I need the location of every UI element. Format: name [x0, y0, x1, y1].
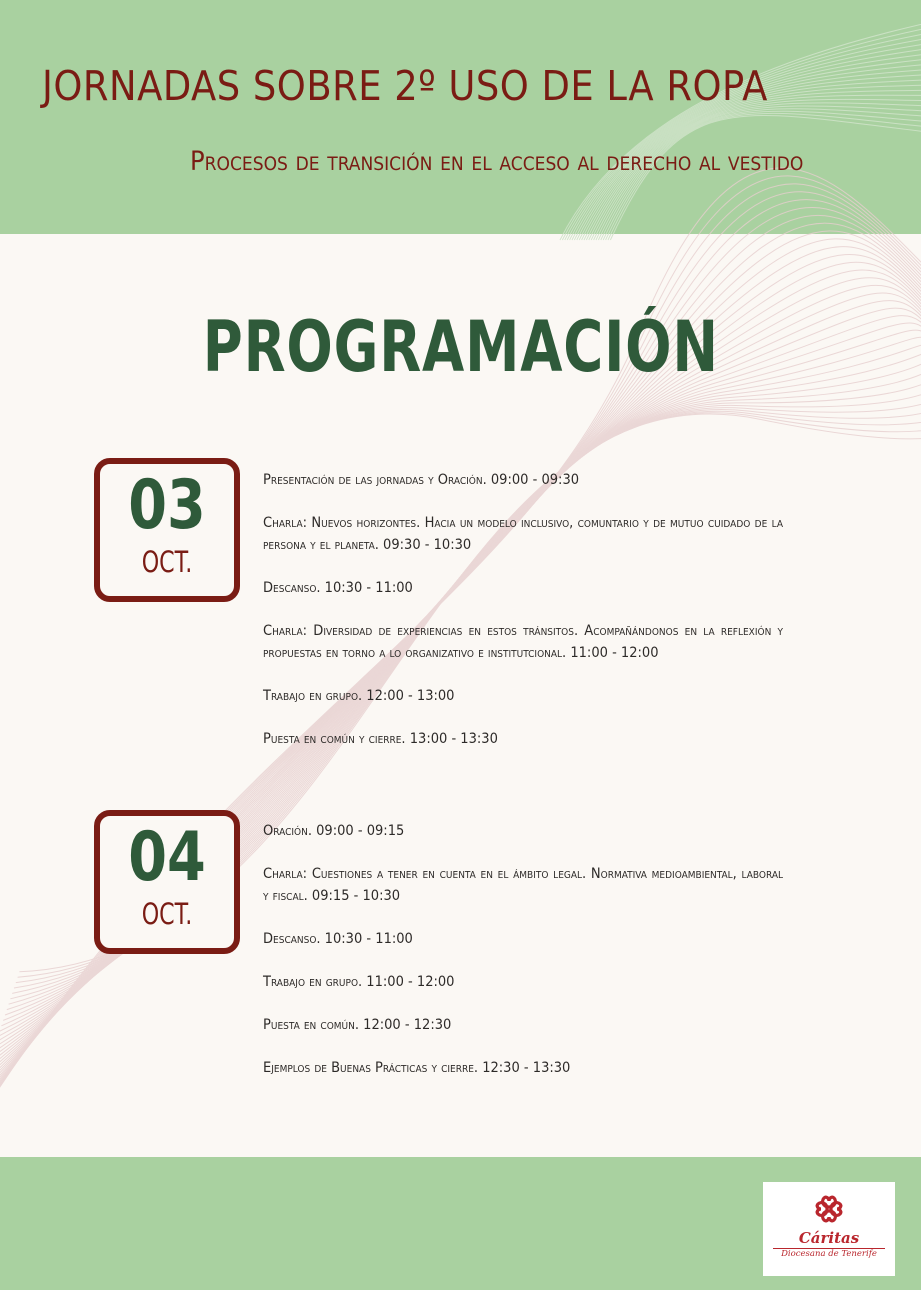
event-title: JORNADAS SOBRE 2º USO DE LA ROPA	[42, 62, 768, 110]
date-box-day-2	[94, 810, 240, 954]
schedule-item: Charla: Nuevos horizontes. Hacia un modelo inclusivo, comuntario y de mutuo cuidado de la persona y el planeta. 09:30 - 10:30	[263, 515, 783, 553]
schedule-item: Charla: Cuestiones a tener en cuenta en el ámbito legal. Normativa medioambiental, laboral y fiscal. 09:15 - 10:30	[263, 866, 783, 904]
program-heading: PROGRAMACIÓN	[202, 306, 719, 388]
schedule-item: Descanso. 10:30 - 11:00	[263, 580, 413, 596]
schedule-day-1	[263, 469, 783, 750]
logo-subtitle: Diocesana de Tenerife	[773, 1248, 885, 1260]
caritas-cross-icon	[810, 1190, 848, 1228]
date-day: 04	[128, 818, 206, 897]
date-month: OCT.	[141, 545, 193, 579]
schedule-item: Trabajo en grupo. 12:00 - 13:00	[263, 688, 455, 704]
schedule-item: Puesta en común y cierre. 13:00 - 13:30	[263, 731, 498, 747]
date-day: 03	[128, 466, 206, 545]
caritas-logo	[763, 1182, 895, 1276]
schedule-item: Charla: Diversidad de experiencias en estos tránsitos. Acompañándonos en la reflexión y propuestas en torno a lo organizativo e institutcional. 11:00 - 12:00	[263, 623, 783, 661]
schedule-item: Oración. 09:00 - 09:15	[263, 823, 405, 839]
event-subtitle: Procesos de transición en el acceso al derecho al vestido	[190, 146, 804, 177]
header-band	[0, 0, 921, 234]
schedule-item: Trabajo en grupo. 11:00 - 12:00	[263, 974, 455, 990]
schedule-item: Descanso. 10:30 - 11:00	[263, 931, 413, 947]
schedule-item: Puesta en común. 12:00 - 12:30	[263, 1017, 452, 1033]
schedule-day-2	[263, 820, 783, 1079]
date-box-day-1	[94, 458, 240, 602]
date-month: OCT.	[141, 897, 193, 931]
schedule-item: Presentación de las jornadas y Oración. 09:00 - 09:30	[263, 472, 580, 488]
logo-name: Cáritas	[798, 1229, 860, 1247]
schedule-item: Ejemplos de Buenas Prácticas y cierre. 12:30 - 13:30	[263, 1060, 571, 1076]
